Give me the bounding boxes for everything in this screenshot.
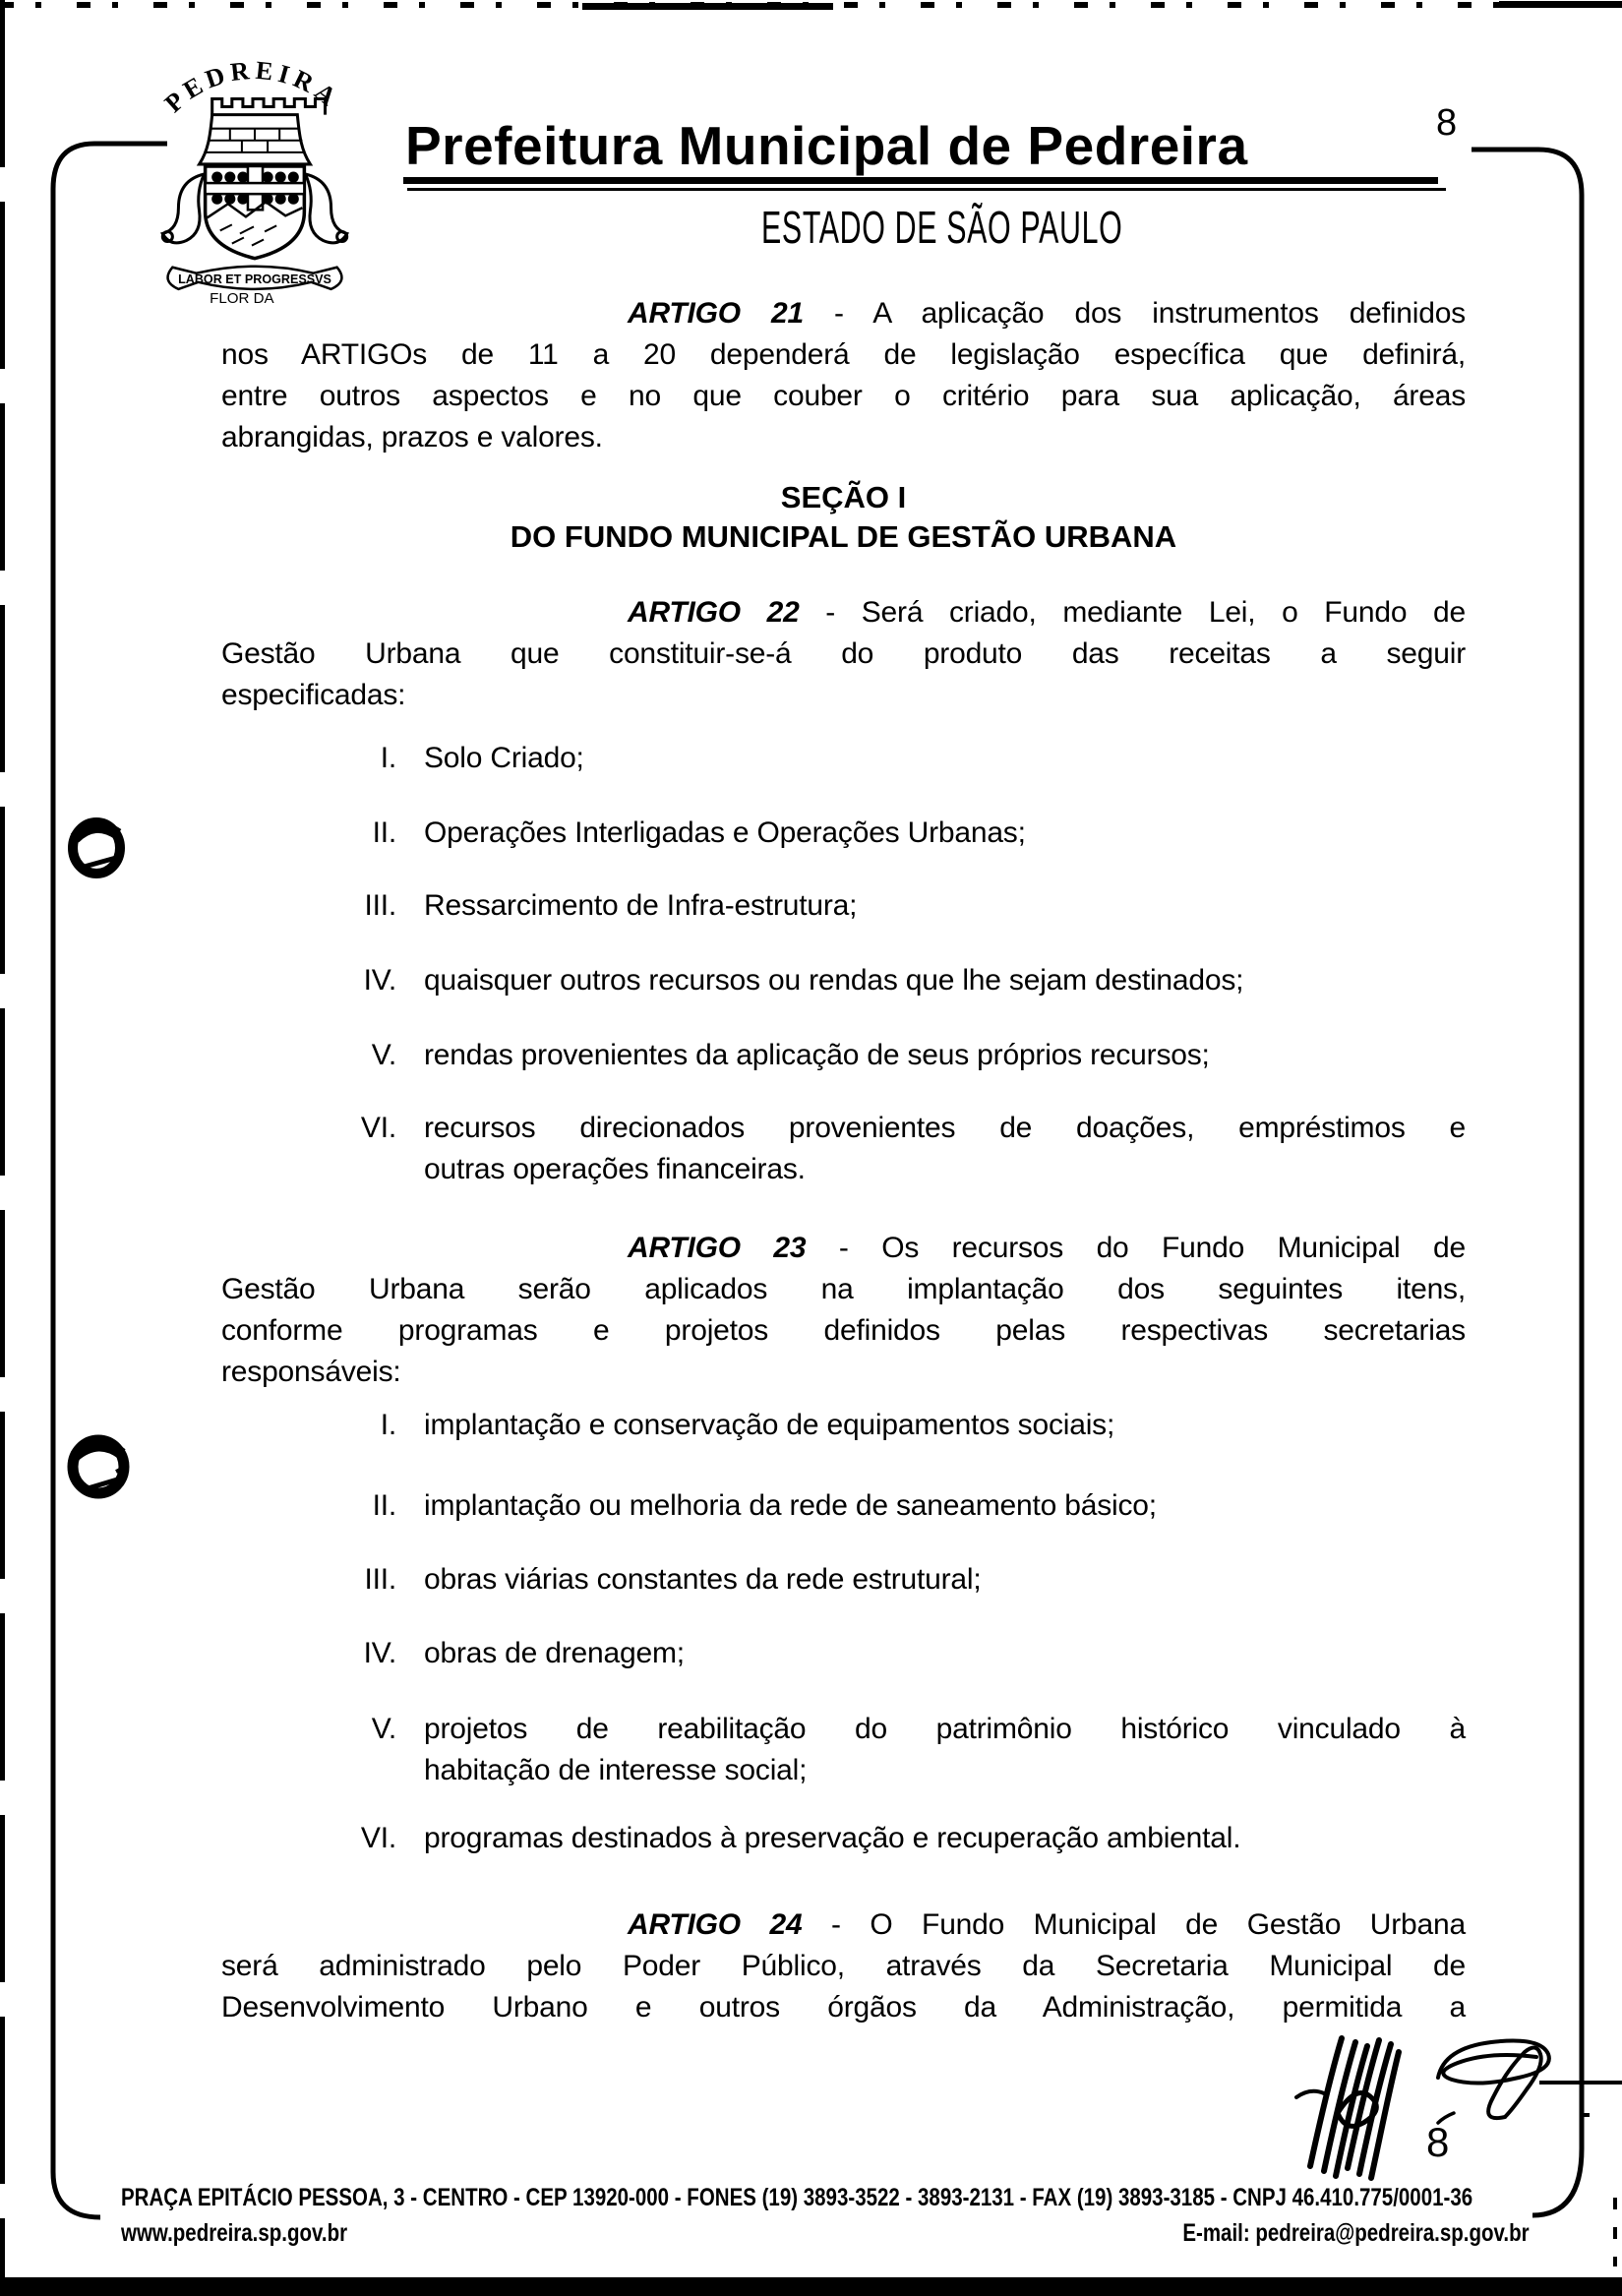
list-item-number: V. bbox=[371, 1039, 396, 1071]
paragraph-line: responsáveis: bbox=[221, 1356, 401, 1388]
crest-caption: FLOR DA bbox=[210, 289, 274, 305]
list-item bbox=[221, 738, 1466, 779]
scan-artifact-top bbox=[1499, 1, 1622, 8]
svg-text:PEDREIRA bbox=[159, 56, 345, 118]
list-item-text: quaisquer outros recursos ou rendas que lhe sejam destinados; bbox=[424, 964, 1244, 997]
scan-artifact bbox=[1613, 2198, 1617, 2209]
paragraph-line: conforme programas e projetos definidos pelas respectivas secretarias bbox=[221, 1314, 1466, 1347]
list-item bbox=[221, 1633, 1466, 1674]
letterhead-title: Prefeitura Municipal de Pedreira bbox=[405, 115, 1248, 176]
footer-address: PRAÇA EPITÁCIO PESSOA, 3 - CENTRO - CEP 13920-000 - FONES (19) 3893-3522 - 3893-2131 - FAX (19) 3893-3185 - CNPJ 46.410.775/0001-36 bbox=[121, 2184, 1473, 2211]
list-item-number: V. bbox=[371, 1713, 396, 1745]
paragraph-line: Gestão Urbana serão aplicados na implantação dos seguintes itens, bbox=[221, 1273, 1466, 1305]
letterhead-rule bbox=[407, 188, 1446, 191]
crest-crown bbox=[200, 98, 326, 163]
scan-artifact-bottom-bar bbox=[0, 2277, 1622, 2296]
list-item bbox=[221, 960, 1466, 1001]
list-item-text: programas destinados à preservação e recuperação ambiental. bbox=[424, 1822, 1241, 1854]
signature-scribble bbox=[1296, 2038, 1399, 2178]
handwritten-mark bbox=[65, 1432, 134, 1503]
paragraph-line: será administrado pelo Poder Público, através da Secretaria Municipal de bbox=[221, 1950, 1466, 1982]
list-item-text: implantação ou melhoria da rede de saneamento básico; bbox=[424, 1489, 1157, 1522]
list-item bbox=[221, 1108, 1466, 1190]
list-item-number: I. bbox=[380, 742, 396, 774]
paragraph-artigo-21 bbox=[221, 293, 1466, 458]
section-heading-line: SEÇÃO I bbox=[780, 480, 907, 514]
list-item bbox=[221, 885, 1466, 927]
paragraph-line: - Os recursos do Fundo Municipal de bbox=[838, 1232, 1466, 1264]
paragraph-line: Gestão Urbana que constituir-se-á do produto das receitas a seguir bbox=[221, 637, 1466, 670]
list-item-number: VI. bbox=[360, 1822, 396, 1854]
artigo-24-label: ARTIGO 24 bbox=[628, 1908, 803, 1941]
list-item-number: II. bbox=[372, 1489, 396, 1522]
list-item-text: projetos de reabilitação do patrimônio histórico vinculado à bbox=[424, 1713, 1466, 1745]
list-item-number: IV. bbox=[363, 964, 396, 997]
list-item-text: obras viárias constantes da rede estrutural; bbox=[424, 1563, 982, 1596]
list-item-text: obras de drenagem; bbox=[424, 1637, 685, 1669]
handwritten-mark bbox=[65, 813, 130, 883]
section-heading-line: DO FUNDO MUNICIPAL DE GESTÃO URBANA bbox=[510, 519, 1177, 554]
list-item-text: Solo Criado; bbox=[424, 742, 584, 774]
frame-left bbox=[53, 144, 167, 2217]
crest-shield bbox=[206, 166, 305, 259]
letterhead-rule bbox=[403, 177, 1438, 184]
frame-right bbox=[1472, 150, 1582, 2215]
list-item bbox=[221, 1709, 1466, 1791]
municipal-crest-icon bbox=[121, 37, 389, 305]
paragraph-artigo-22 bbox=[221, 592, 1466, 716]
crest-arc-text: PEDREIRA bbox=[158, 55, 346, 118]
list-item bbox=[221, 1405, 1466, 1446]
list-item-text: outras operações financeiras. bbox=[424, 1153, 806, 1185]
letterhead-subtitle: ESTADO DE SÃO PAULO bbox=[761, 202, 1123, 253]
footer-website: www.pedreira.sp.gov.br bbox=[121, 2219, 348, 2247]
list-item-text: Ressarcimento de Infra-estrutura; bbox=[424, 889, 858, 922]
scan-artifact bbox=[1582, 2113, 1590, 2117]
artigo-22-label: ARTIGO 22 bbox=[628, 596, 800, 629]
crest-motto-text: LABOR ET PROGRESSVS bbox=[178, 272, 331, 286]
page-number-bottom: 8 bbox=[1426, 2119, 1450, 2165]
list-item-number: II. bbox=[372, 816, 396, 849]
signature-loop bbox=[1438, 2041, 1549, 2124]
list-item bbox=[221, 1818, 1466, 1859]
paragraph-line: - O Fundo Municipal de Gestão Urbana bbox=[831, 1908, 1466, 1941]
paragraph-line: nos ARTIGOs de 11 a 20 dependerá de legislação específica que definirá, bbox=[221, 338, 1466, 371]
scan-artifact-top bbox=[582, 3, 833, 10]
paragraph-line: entre outros aspectos e no que couber o critério para sua aplicação, áreas bbox=[221, 380, 1466, 412]
paragraph-line: - Será criado, mediante Lei, o Fundo de bbox=[825, 596, 1466, 629]
paragraph-artigo-24 bbox=[221, 1904, 1466, 2028]
footer-email: E-mail: pedreira@pedreira.sp.gov.br bbox=[1182, 2219, 1530, 2247]
section-heading bbox=[221, 478, 1466, 557]
paragraph-line: especificadas: bbox=[221, 679, 406, 711]
list-item-number: I. bbox=[380, 1409, 396, 1441]
list-item-number: III. bbox=[364, 1563, 396, 1596]
list-item bbox=[221, 1485, 1466, 1527]
list-item bbox=[221, 1035, 1466, 1076]
list-item-number: VI. bbox=[360, 1112, 396, 1144]
paragraph-line: Desenvolvimento Urbano e outros órgãos da Administração, permitida a bbox=[221, 1991, 1466, 2024]
list-item-text: implantação e conservação de equipamentos sociais; bbox=[424, 1409, 1115, 1441]
list-item bbox=[221, 813, 1466, 854]
page-number-top: 8 bbox=[1436, 102, 1458, 144]
paragraph-line: abrangidas, prazos e valores. bbox=[221, 421, 603, 453]
scan-artifact bbox=[1613, 2257, 1617, 2266]
footer-contacts bbox=[121, 2219, 1530, 2248]
list-item-number: III. bbox=[364, 889, 396, 922]
paragraph-line: - A aplicação dos instrumentos definidos bbox=[834, 297, 1466, 330]
list-item-text: rendas provenientes da aplicação de seus próprios recursos; bbox=[424, 1039, 1210, 1071]
list-item bbox=[221, 1559, 1466, 1601]
list-item-text: Operações Interligadas e Operações Urbanas; bbox=[424, 816, 1026, 849]
list-item-text: recursos direcionados provenientes de doações, empréstimos e bbox=[424, 1112, 1466, 1144]
crest-ribbon bbox=[168, 267, 342, 289]
artigo-23-label: ARTIGO 23 bbox=[628, 1232, 807, 1264]
scan-artifact bbox=[1613, 2227, 1617, 2239]
artigo-21-label: ARTIGO 21 bbox=[628, 297, 804, 330]
list-item-text: habitação de interesse social; bbox=[424, 1754, 808, 1786]
list-item-number: IV. bbox=[363, 1637, 396, 1669]
paragraph-artigo-23 bbox=[221, 1228, 1466, 1393]
scan-artifact-left-edge bbox=[0, 0, 5, 2296]
